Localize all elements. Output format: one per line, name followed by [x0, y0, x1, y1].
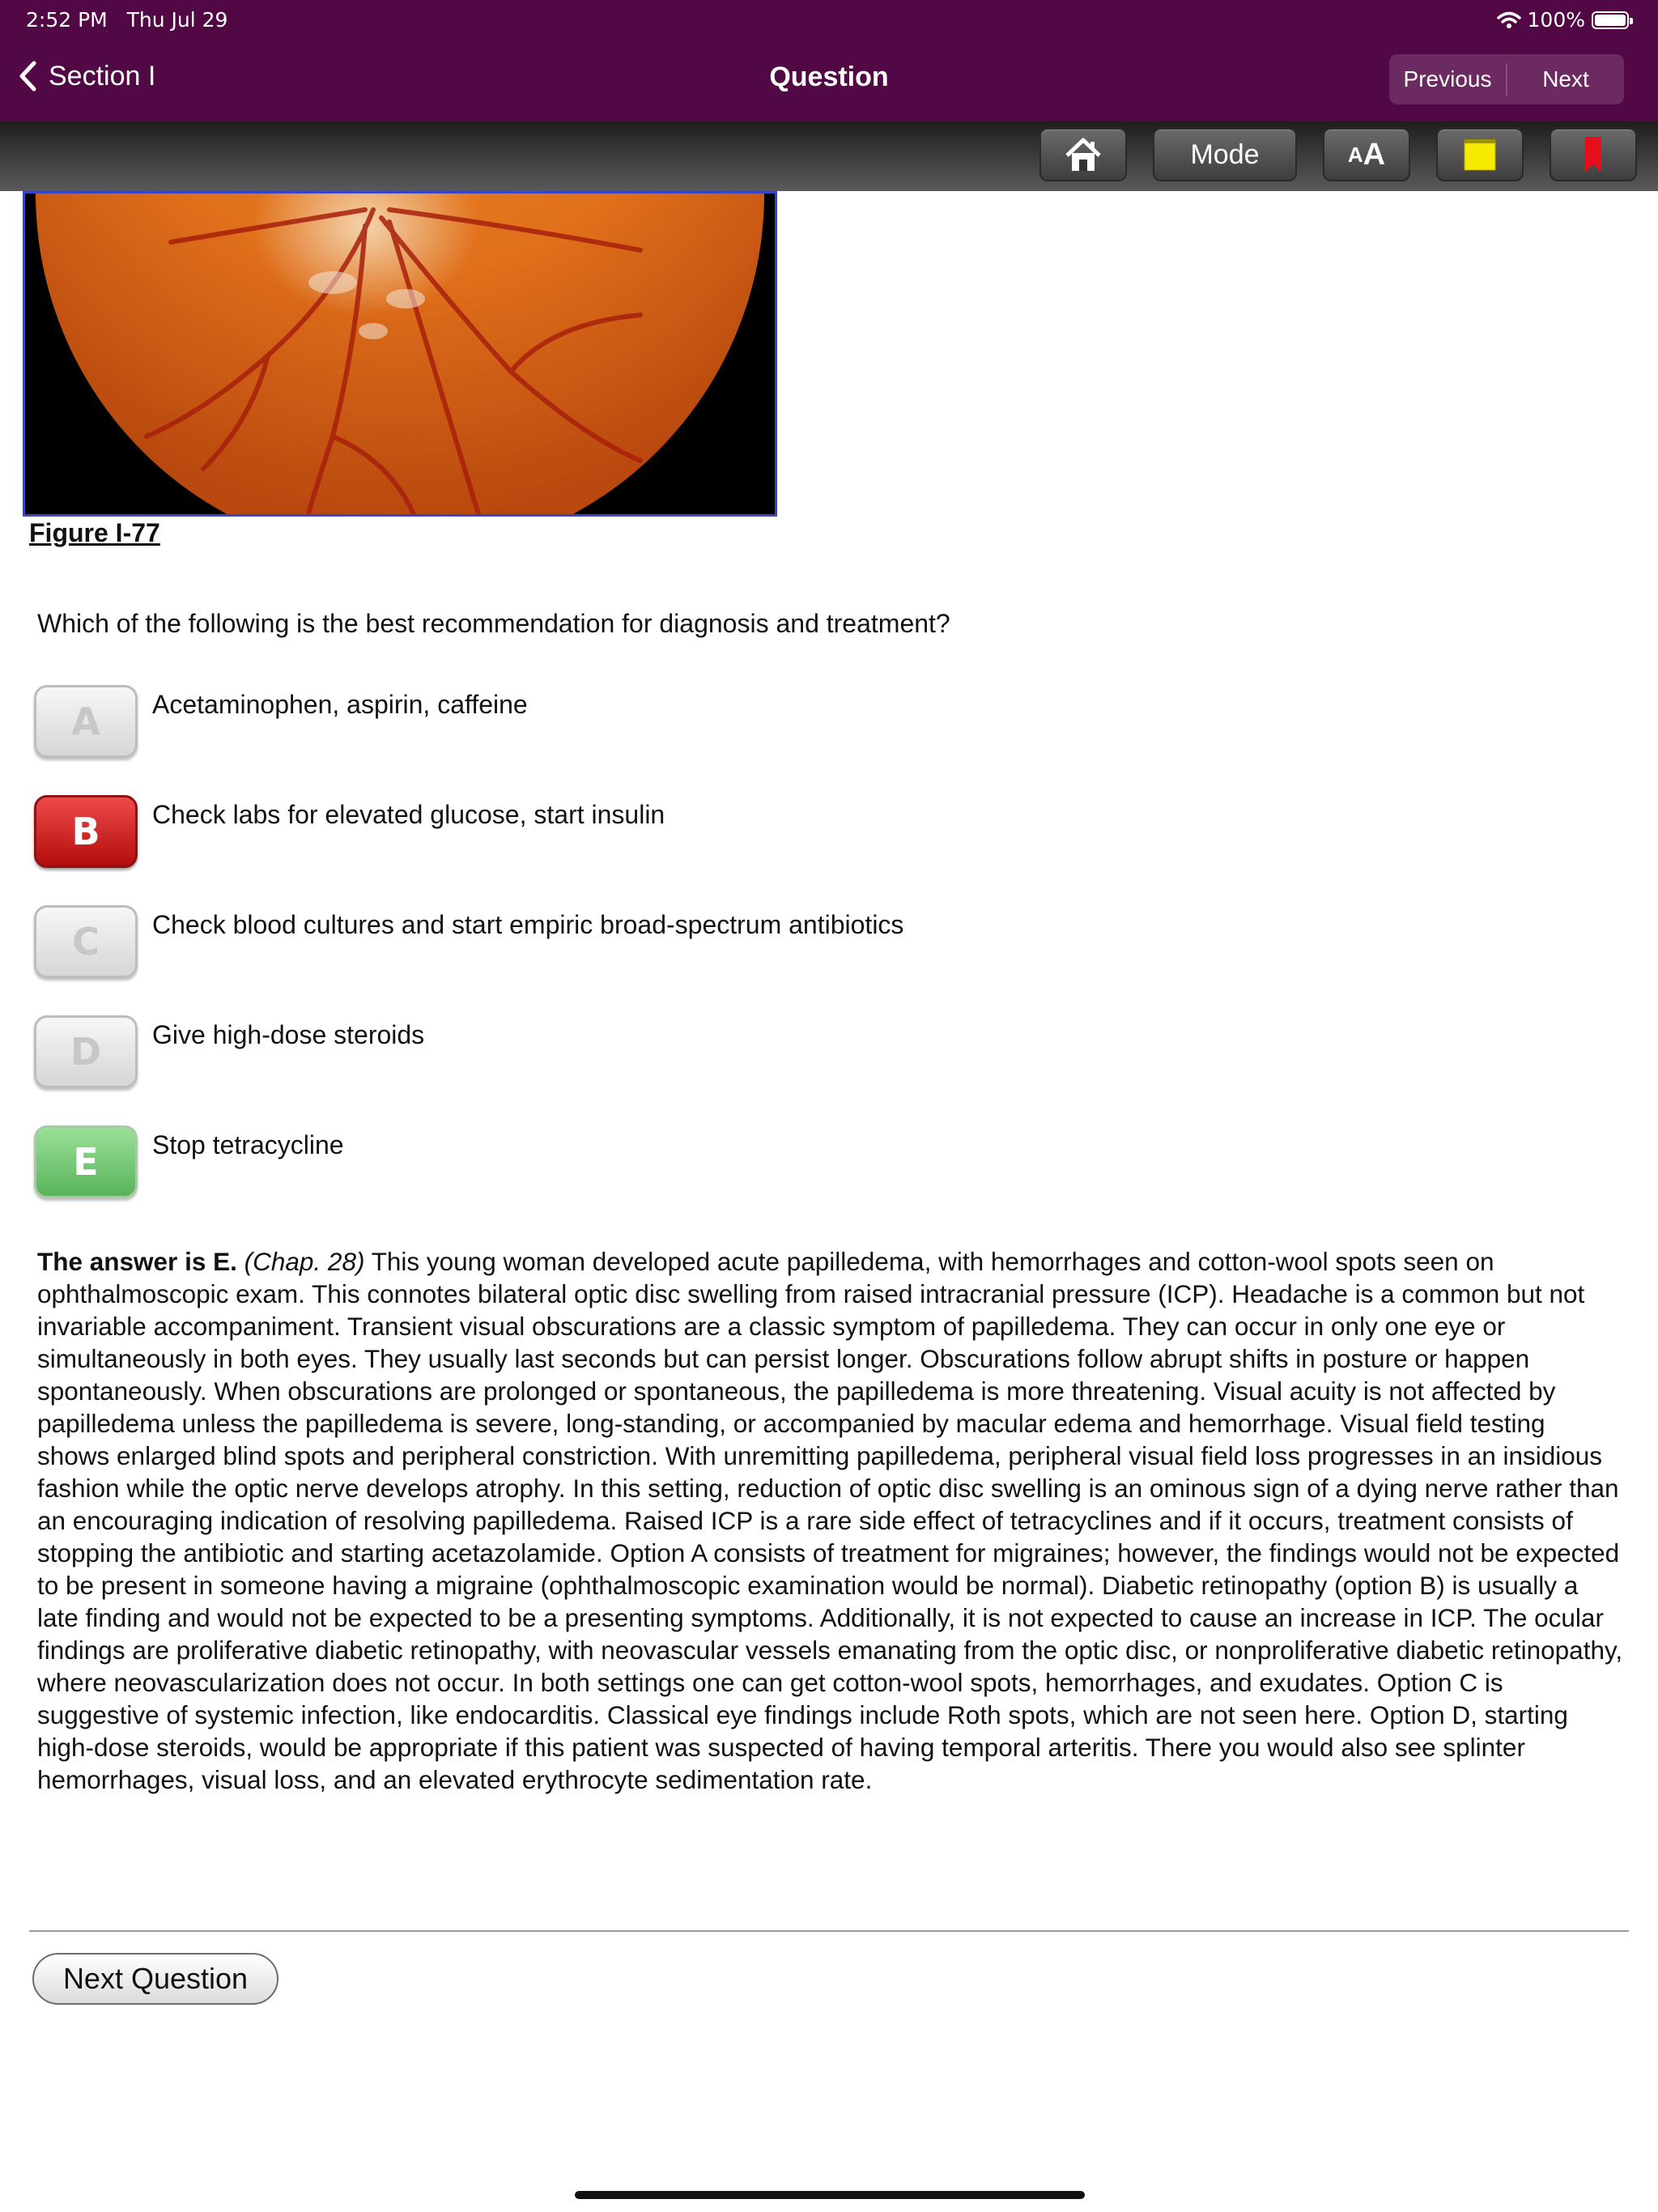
- option-e-letter-button[interactable]: E: [34, 1125, 138, 1198]
- option-e-text: Stop tetracycline: [152, 1130, 344, 1159]
- answer-option-b[interactable]: [34, 795, 1572, 870]
- answer-option-d[interactable]: [34, 1015, 1572, 1090]
- bookmark-button[interactable]: [1550, 128, 1637, 181]
- option-a-letter-button[interactable]: A: [34, 685, 138, 758]
- bookmark-icon: [1584, 137, 1602, 172]
- next-question-button[interactable]: Next Question: [32, 1953, 278, 2005]
- chapter-reference: (Chap. 28): [244, 1247, 365, 1276]
- answer-option-a[interactable]: [34, 685, 1572, 759]
- prev-next-segmented-control: [1389, 54, 1624, 104]
- battery-percentage: 100%: [1527, 8, 1585, 32]
- status-indicators: [1497, 8, 1629, 32]
- option-b-text: Check labs for elevated glucose, start insulin: [152, 800, 665, 829]
- option-c-text: Check blood cultures and start empiric broad-spectrum antibiotics: [152, 910, 904, 939]
- status-time: [26, 8, 227, 32]
- next-button[interactable]: Next: [1542, 66, 1589, 91]
- option-d-text: Give high-dose steroids: [152, 1020, 425, 1049]
- font-size-large-a: A: [1363, 137, 1386, 172]
- page-title: Question: [769, 62, 889, 92]
- option-a-text: Acetaminophen, aspirin, caffeine: [152, 690, 528, 719]
- font-size-button[interactable]: [1323, 128, 1410, 181]
- option-d-letter-button[interactable]: D: [34, 1015, 138, 1088]
- battery-icon: [1592, 11, 1629, 29]
- answer-option-c[interactable]: [34, 905, 1572, 980]
- fundus-image: [25, 194, 775, 514]
- status-date: Thu Jul 29: [126, 8, 228, 32]
- answer-explanation: [37, 1245, 1624, 1796]
- figure-caption[interactable]: Figure I-77: [29, 518, 160, 547]
- navigation-bar: [0, 0, 1658, 121]
- footer-divider: [29, 1930, 1629, 1932]
- status-clock: 2:52 PM: [26, 8, 108, 32]
- option-c-letter-button[interactable]: C: [34, 905, 138, 978]
- option-b-letter-button[interactable]: B: [34, 795, 138, 868]
- answer-lead: The answer is E.: [37, 1247, 237, 1276]
- explanation-body: This young woman developed acute papilledema, with hemorrhages and cotton-wool spots seen on ophthalmoscopic exam. This connotes bilateral optic disc swelling from raised intracranial pressure (ICP). Headache is a common but not invariable accompaniment. Transient visual obscurations are a classic symptom of papilledema. They can occur in only one eye or simultaneously in both eyes. They usually last seconds but can persist longer. Obscurations follow abrupt shifts in posture or happen spontaneously. When obscurations are prolonged or spontaneous, the papilledema is more threatening. Visual acuity is not affected by papilledema unless the papilledema is severe, long-standing, or accompanied by macular edema and hemorrhage. Visual field testing shows enlarged blind spots and peripheral constriction. With unremitting papilledema, peripheral visual field loss progresses in an insidious fashion while the optic nerve develops atrophy. In this setting, reduction of optic disc swelling is an ominous sign of a dying nerve rather than an encouraging indication of resolving papilledema. Raised ICP is a rare side effect of tetracyclines and if it occurs, treatment consists of stopping the antibiotic and starting acetazolamide. Option A consists of treatment for migraines; however, the findings would not be expected to be present in someone having a migraine (ophthalmoscopic examination would be normal). Diabetic retinopathy (option B) is usually a late finding and would not be expected to be a presenting symptoms. Additionally, it is not expected to cause an increase in ICP. The ocular findings are proliferative diabetic retinopathy, with neovascular vessels emanating from the optic disc, or nonproliferative diabetic retinopathy, where neovascularization does not occur. In both settings one can get cotton-wool spots, hemorrhages, and exudates. Option C is suggestive of systemic infection, like endocarditis. Classical eye findings include Roth spots, which are not seen here. Option D, starting high-dose steroids, would be appropriate if this patient was suspected of having temporal arteritis. There you would also see splinter hemorrhages, visual loss, and an elevated erythrocyte sedimentation rate.: [37, 1247, 1623, 1794]
- font-size-small-a: A: [1347, 142, 1363, 167]
- notes-button[interactable]: [1436, 128, 1524, 181]
- home-indicator[interactable]: [575, 2191, 1085, 2199]
- back-button-label: Section I: [49, 60, 156, 91]
- home-icon: [1064, 136, 1103, 173]
- home-button[interactable]: [1039, 128, 1127, 181]
- fundus-photograph: [23, 191, 777, 517]
- question-text: Which of the following is the best recommendation for diagnosis and treatment?: [37, 609, 950, 638]
- answer-option-e[interactable]: [34, 1125, 1572, 1200]
- sticky-note-icon: [1464, 138, 1496, 171]
- toolbar: [0, 121, 1658, 191]
- mode-button[interactable]: [1153, 128, 1297, 181]
- wifi-icon: [1497, 11, 1521, 29]
- previous-button[interactable]: Previous: [1403, 66, 1492, 91]
- mode-button-label: Mode: [1190, 138, 1260, 170]
